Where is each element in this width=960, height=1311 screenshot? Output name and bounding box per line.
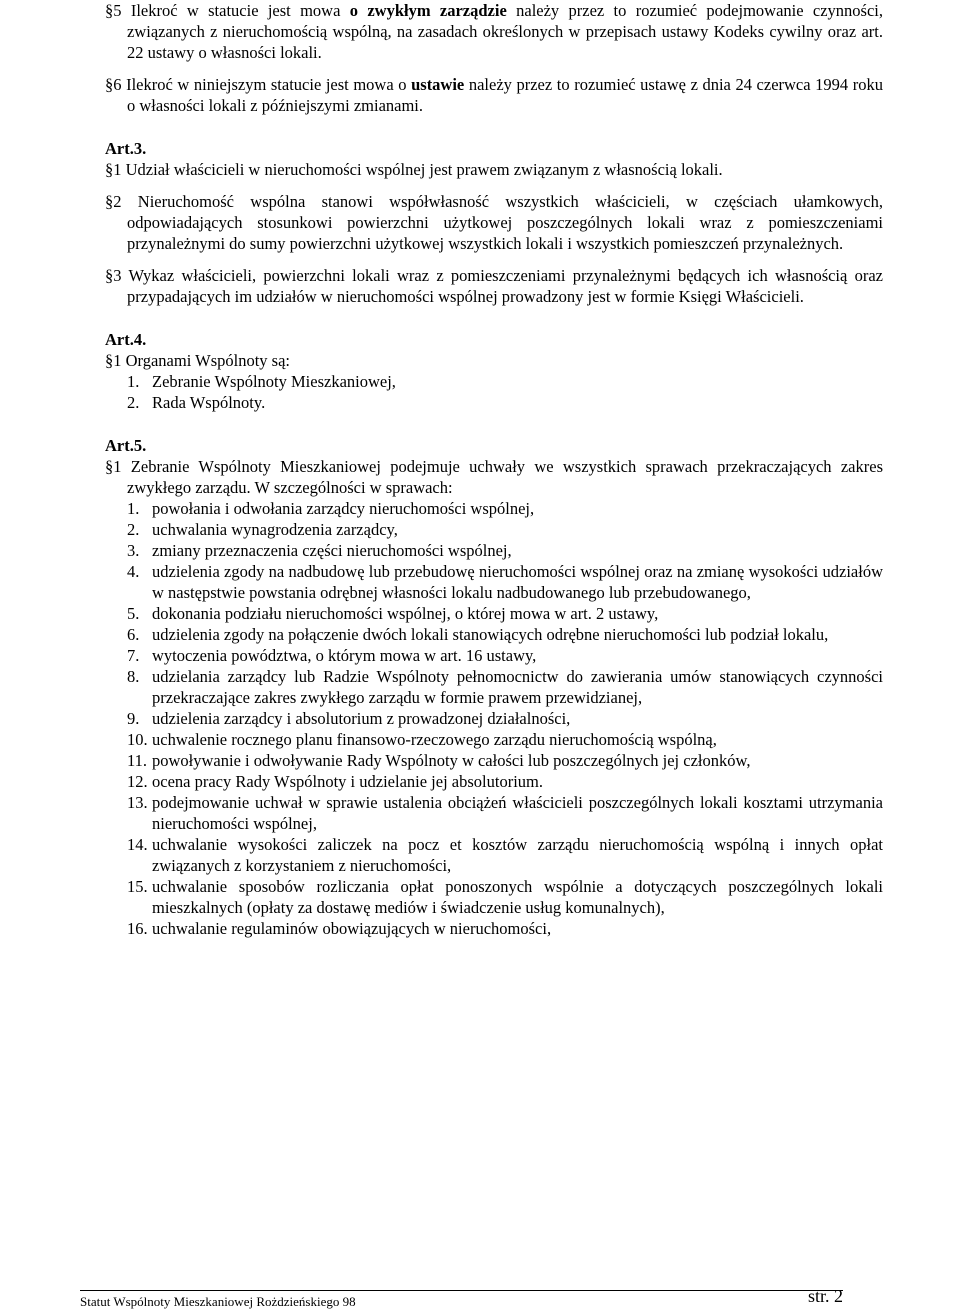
art3-par2 [105, 191, 883, 254]
art3-par3 [105, 265, 883, 307]
section-text: należy przez to rozumieć podejmowanie czynności, związanych z nieruchomością wspólną, na zasadach określonych w przepisach ustawy Kodeks cywilny oraz art. 22 ustawy o własności lokali. [127, 1, 883, 62]
list-item-number: 1. [127, 372, 140, 391]
list-item-number: 16. [127, 919, 148, 938]
list-item [127, 624, 883, 645]
list-item-number: 2. [127, 393, 140, 412]
section-marker: §5 [105, 1, 122, 20]
list-item-number: 13. [127, 793, 148, 812]
paragraph-text: Udział właścicieli w nieruchomości wspólnej jest prawem związanym z własnością lokali. [121, 160, 723, 179]
list-item-text: ocena pracy Rady Wspólnoty i udzielanie jej absolutorium. [152, 772, 544, 791]
list-item [127, 519, 883, 540]
list-item-text: udzielenia zgody na połączenie dwóch lokali stanowiących odrębne nieruchomości lub podział lokalu, [152, 625, 829, 644]
list-item-number: 4. [127, 562, 140, 581]
list-item-number: 14. [127, 835, 148, 854]
section-marker: §1 [105, 160, 122, 179]
list-item-text: uchwalanie sposobów rozliczania opłat ponoszonych wspólnie a dotyczących poszczególnych lokali mieszkalnych (opłaty za dostawę mediów i świadczenie usług komunalnych), [152, 877, 883, 917]
section-marker: §6 [105, 75, 122, 94]
list-item [127, 792, 883, 834]
list-item [127, 708, 883, 729]
list-item-text: uchwalenie rocznego planu finansowo-rzeczowego zarządu nieruchomością wspólną, [152, 730, 717, 749]
list-item-number: 9. [127, 709, 140, 728]
section-marker: §3 [105, 266, 122, 285]
list-item [127, 540, 883, 561]
art4-par1 [105, 350, 883, 371]
bold-term: ustawie [411, 75, 465, 94]
list-item-number: 3. [127, 541, 140, 560]
list-item-text: zmiany przeznaczenia części nieruchomości wspólnej, [152, 541, 512, 560]
list-item-text: wytoczenia powództwa, o którym mowa w art. 16 ustawy, [152, 646, 537, 665]
bold-term: o zwykłym zarządzie [349, 1, 507, 20]
list-item [127, 918, 883, 939]
section-text: Ilekroć w niniejszym statucie jest mowa o [121, 75, 412, 94]
list-item [127, 603, 883, 624]
list-item-number: 11. [127, 751, 148, 770]
list-item [127, 729, 883, 750]
page-number: str. 2 [807, 1286, 843, 1306]
list-item-text: udzielenia zarządcy i absolutorium z prowadzonej działalności, [152, 709, 571, 728]
list-item-text: uchwalanie regulaminów obowiązujących w nieruchomości, [152, 919, 552, 938]
section-marker: §2 [105, 192, 122, 211]
list-item [127, 876, 883, 918]
list-item [127, 834, 883, 876]
list-item-number: 1. [127, 499, 140, 518]
paragraph-text: Wykaz właścicieli, powierzchni lokali wraz z pomieszczeniami przynależnymi będących ich własnością oraz przypadających im udziałów w nieruchomości wspólnej prowadzony jest w formie Księgi Właścicieli. [121, 266, 883, 306]
section-5 [105, 0, 883, 63]
list-item [127, 750, 883, 771]
section-marker: §1 [105, 457, 122, 476]
list-item-text: udzielenia zgody na nadbudowę lub przebudowę nieruchomości wspólnej oraz na zmianę wysokości udziałów w następstwie powstania odrębnej własności lokalu nadbudowanego lub przebudowanego, [152, 562, 883, 602]
document-body [105, 0, 883, 939]
art3-par1 [105, 159, 883, 180]
list-item-number: 12. [127, 772, 148, 791]
list-item [127, 392, 883, 413]
list-item [127, 645, 883, 666]
art5-list [105, 498, 883, 939]
page-footer [80, 1286, 843, 1309]
section-6 [105, 74, 883, 116]
section-text: Ilekroć w statucie jest mowa [121, 1, 350, 20]
list-item-text: Rada Wspólnoty. [152, 393, 266, 412]
art5-par1 [105, 456, 883, 498]
list-item-text: dokonania podziału nieruchomości wspólnej, o której mowa w art. 2 ustawy, [152, 604, 659, 623]
list-item-text: podejmowanie uchwał w sprawie ustalenia obciążeń właścicieli poszczególnych lokali kosztami utrzymania nieruchomości wspólnej, [152, 793, 883, 833]
list-item-number: 10. [127, 730, 148, 749]
list-item-number: 15. [127, 877, 148, 896]
list-item [127, 561, 883, 603]
list-item-number: 2. [127, 520, 140, 539]
article-5-heading: Art.5. [105, 436, 147, 455]
article-4-heading: Art.4. [105, 330, 147, 349]
list-item-text: Zebranie Wspólnoty Mieszkaniowej, [152, 372, 396, 391]
paragraph-text: Zebranie Wspólnoty Mieszkaniowej podejmuje uchwały we wszystkich sprawach przekraczających zakres zwykłego zarządu. W szczególności w sprawach: [121, 457, 883, 497]
article-3-heading: Art.3. [105, 139, 147, 158]
list-item-number: 7. [127, 646, 140, 665]
footer-document-title: Statut Wspólnoty Mieszkaniowej Rożdzieńskiego 98 [80, 1294, 356, 1309]
list-item-number: 8. [127, 667, 140, 686]
art4-list [105, 371, 883, 413]
list-item-number: 5. [127, 604, 140, 623]
list-item-text: powoływanie i odwoływanie Rady Wspólnoty w całości lub poszczególnych jej członków, [152, 751, 751, 770]
section-marker: §1 [105, 351, 122, 370]
list-item-text: powołania i odwołania zarządcy nieruchomości wspólnej, [152, 499, 535, 518]
list-item-number: 6. [127, 625, 140, 644]
paragraph-text: Nieruchomość wspólna stanowi współwłasność wszystkich właścicieli, w częściach ułamkowych, odpowiadających stosunkowi powierzchni użytkowej poszczególnych lokali wraz z pomieszczeniami przynależnymi do sumy powierzchni użytkowej wszystkich lokali i wszystkich pomieszczeń przynależnych. [121, 192, 883, 253]
list-item-text: uchwalanie wysokości zaliczek na pocz et kosztów zarządu nieruchomością wspólną i innych opłat związanych z korzystaniem z nieruchomości, [152, 835, 883, 875]
list-item [127, 666, 883, 708]
list-item [127, 498, 883, 519]
list-item [127, 371, 883, 392]
list-item [127, 771, 883, 792]
list-item-text: udzielania zarządcy lub Radzie Wspólnoty pełnomocnictw do zawierania umów stanowiących czynności przekraczające zakres zwykłego zarządu w formie prawem przewidzianej, [152, 667, 883, 707]
section-text: należy przez to rozumieć ustawę z dnia 24 czerwca 1994 roku o własności lokali z późniejszymi zmianami. [127, 75, 883, 115]
list-item-text: uchwalania wynagrodzenia zarządcy, [152, 520, 398, 539]
paragraph-text: Organami Wspólnoty są: [121, 351, 290, 370]
